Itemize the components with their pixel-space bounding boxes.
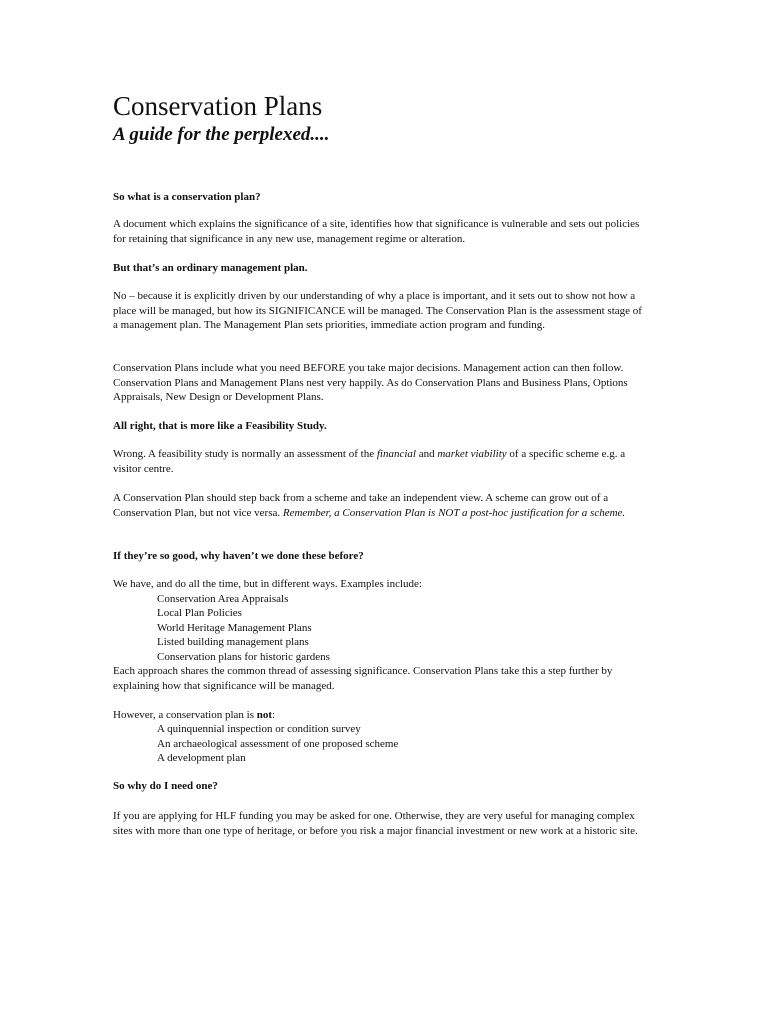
text-run: A Conservation Plan should step back from a scheme and take an independent view. A scheme can grow out of a Conservation Plan, but not vice versa. <box>113 492 609 519</box>
italic-run: Remember, a Conservation Plan is NOT a post-hoc justification for a scheme. <box>282 506 626 519</box>
list-item: Local Plan Policies <box>157 607 242 619</box>
answer-paragraph <box>113 447 643 476</box>
list-item: A quinquennial inspection or condition survey <box>157 723 361 735</box>
text-run: However, a conservation plan is <box>113 709 257 721</box>
answer-paragraph <box>113 708 643 723</box>
answer-paragraph: A document which explains the significance of a site, identifies how that significance is vulnerable and sets out policies for retaining that significance in any new use, management regime or alteration. <box>113 218 640 245</box>
text-run: : <box>272 709 276 721</box>
italic-run: financial <box>376 448 416 460</box>
question-heading: So what is a conservation plan? <box>113 191 261 203</box>
answer-paragraph: We have, and do all the time, but in different ways. Examples include: <box>113 578 422 590</box>
document-subtitle: A guide for the perplexed.... <box>113 124 330 145</box>
answer-paragraph: Each approach shares the common thread of assessing significance. Conservation Plans take this a step further by explaining how that significance will be managed. <box>113 665 613 692</box>
bold-run: not <box>256 709 273 721</box>
text-run: and <box>415 448 438 460</box>
list-item: Conservation plans for historic gardens <box>157 651 330 663</box>
document-title: Conservation Plans <box>113 91 323 121</box>
question-heading: All right, that is more like a Feasibility Study. <box>113 420 327 432</box>
list-item: Conservation Area Appraisals <box>157 593 289 605</box>
answer-paragraph: Conservation Plans include what you need BEFORE you take major decisions. Management action can then follow. Conservation Plans and Management Plans nest very happily. As do Conservation Plans and Business Plans, Options Appraisals, New Design or Development Plans. <box>113 362 628 403</box>
text-run: Wrong. A feasibility study is normally an assessment of the <box>113 448 377 460</box>
text-run: of a specific scheme e.g. a visitor centre. <box>113 448 626 475</box>
answer-paragraph: No – because it is explicitly driven by our understanding of why a place is important, and it sets out to show not how a place will be managed, but how its SIGNIFICANCE will be managed. The Conservation Plan is the assessment stage of a management plan. The Management Plan sets priorities, immediate action program and funding. <box>113 290 642 331</box>
answer-paragraph <box>113 491 643 520</box>
question-heading: But that’s an ordinary management plan. <box>113 262 308 274</box>
list-item: Listed building management plans <box>157 636 309 648</box>
list-item: World Heritage Management Plans <box>157 622 312 634</box>
italic-run: market viability <box>437 448 507 460</box>
list-item: A development plan <box>157 752 246 764</box>
answer-paragraph: If you are applying for HLF funding you may be asked for one. Otherwise, they are very useful for managing complex sites with more than one type of heritage, or before you risk a major financial investment or new work at a historic site. <box>113 810 638 837</box>
question-heading: If they’re so good, why haven’t we done these before? <box>113 550 364 562</box>
question-heading: So why do I need one? <box>113 780 218 792</box>
list-item: An archaeological assessment of one proposed scheme <box>157 738 399 750</box>
